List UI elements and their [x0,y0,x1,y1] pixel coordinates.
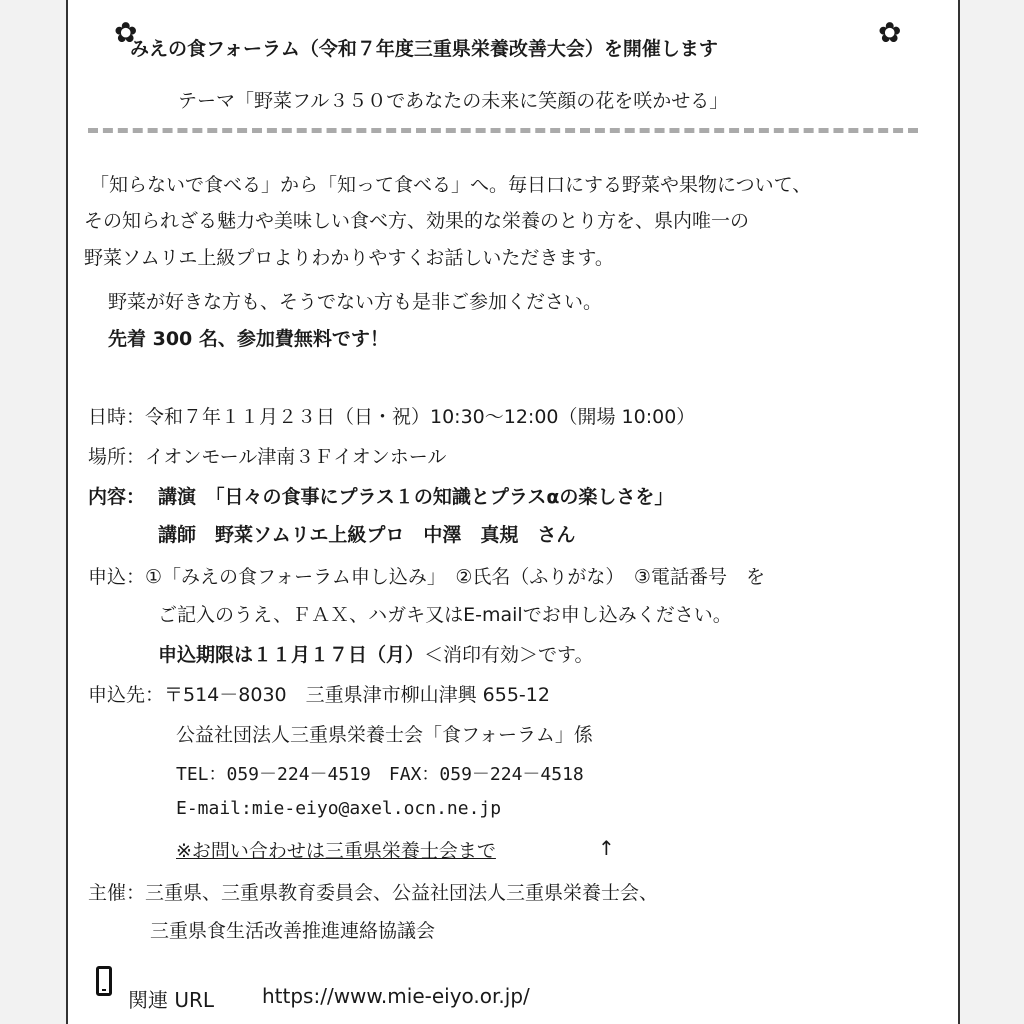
address-tel-fax: TEL：059－224－4519 FAX：059－224－4518 [176,764,584,785]
content-label: 内容： [88,486,146,508]
organizer-line-1: 主催：三重県、三重県教育委員会、公益社団法人三重県栄養士会、 [88,882,659,904]
event-venue: 場所：イオンモール津南３Ｆイオンホール [88,446,447,468]
page-title: みえの食フォーラム（令和７年度三重県栄養改善大会）を開催します [130,38,718,60]
apply-deadline-note: ＜消印有効＞です。 [424,644,594,666]
organizer-line-2: 三重県食生活改善推進連絡協議会 [150,920,436,942]
event-datetime: 日時：令和７年１１月２３日（日・祝）10:30～12:00（開場 10:00） [88,406,696,428]
related-url-link[interactable]: https://www.mie-eiyo.or.jp/ [262,984,530,1008]
intro-line-2: その知られざる魅力や美味しい食べ方、効果的な栄養のとり方を、県内唯一の [84,210,750,232]
address-line-1: 申込先：〒514－8030 三重県津市柳山津興 655-12 [88,684,550,706]
intro-line-1: 「知らないで食べる」から「知って食べる」へ。毎日口にする野菜や果物について、 [90,174,812,196]
flower-icon: ✿ [878,16,902,49]
contact-email[interactable]: E-mail:mie-eiyo@axel.ocn.ne.jp [176,798,502,819]
intro-line-5: 先着 300 名、参加費無料です！ [108,328,389,350]
apply-deadline-row [158,640,594,667]
content-lecture: 講演 「日々の食事にプラス１の知識とプラスαの楽しさを」 [158,486,674,508]
address-line-2: 公益社団法人三重県栄養士会「食フォーラム」係 [176,724,593,746]
smartphone-icon [96,966,112,996]
content-lecturer: 講師 野菜ソムリエ上級プロ 中澤 真規 さん [158,524,576,546]
apply-line-1: 申込：①「みえの食フォーラム申し込み」 ②氏名（ふりがな） ③電話番号 を [88,566,765,588]
related-url-label: 関連 URL [128,988,215,1012]
apply-line-2: ご記入のうえ、ＦＡＸ、ハガキ又はE-mailでお申し込みください。 [158,604,732,626]
intro-line-4: 野菜が好きな方も、そうでない方も是非ご参加ください。 [108,291,603,313]
intro-line-3: 野菜ソムリエ上級プロよりわかりやすくお話しいただきます。 [84,247,614,269]
theme-line: テーマ「野菜フル３５０であなたの未来に笑顔の花を咲かせる」 [178,90,729,112]
apply-deadline: 申込期限は１１月１７日（月） [158,644,425,666]
up-arrow-icon: ↑ [598,836,615,860]
flyer-page [66,0,960,1024]
flower-icon: ✿ [114,16,138,49]
dashed-divider [88,128,918,133]
inquiry-note: ※お問い合わせは三重県栄養士会まで [176,840,496,862]
